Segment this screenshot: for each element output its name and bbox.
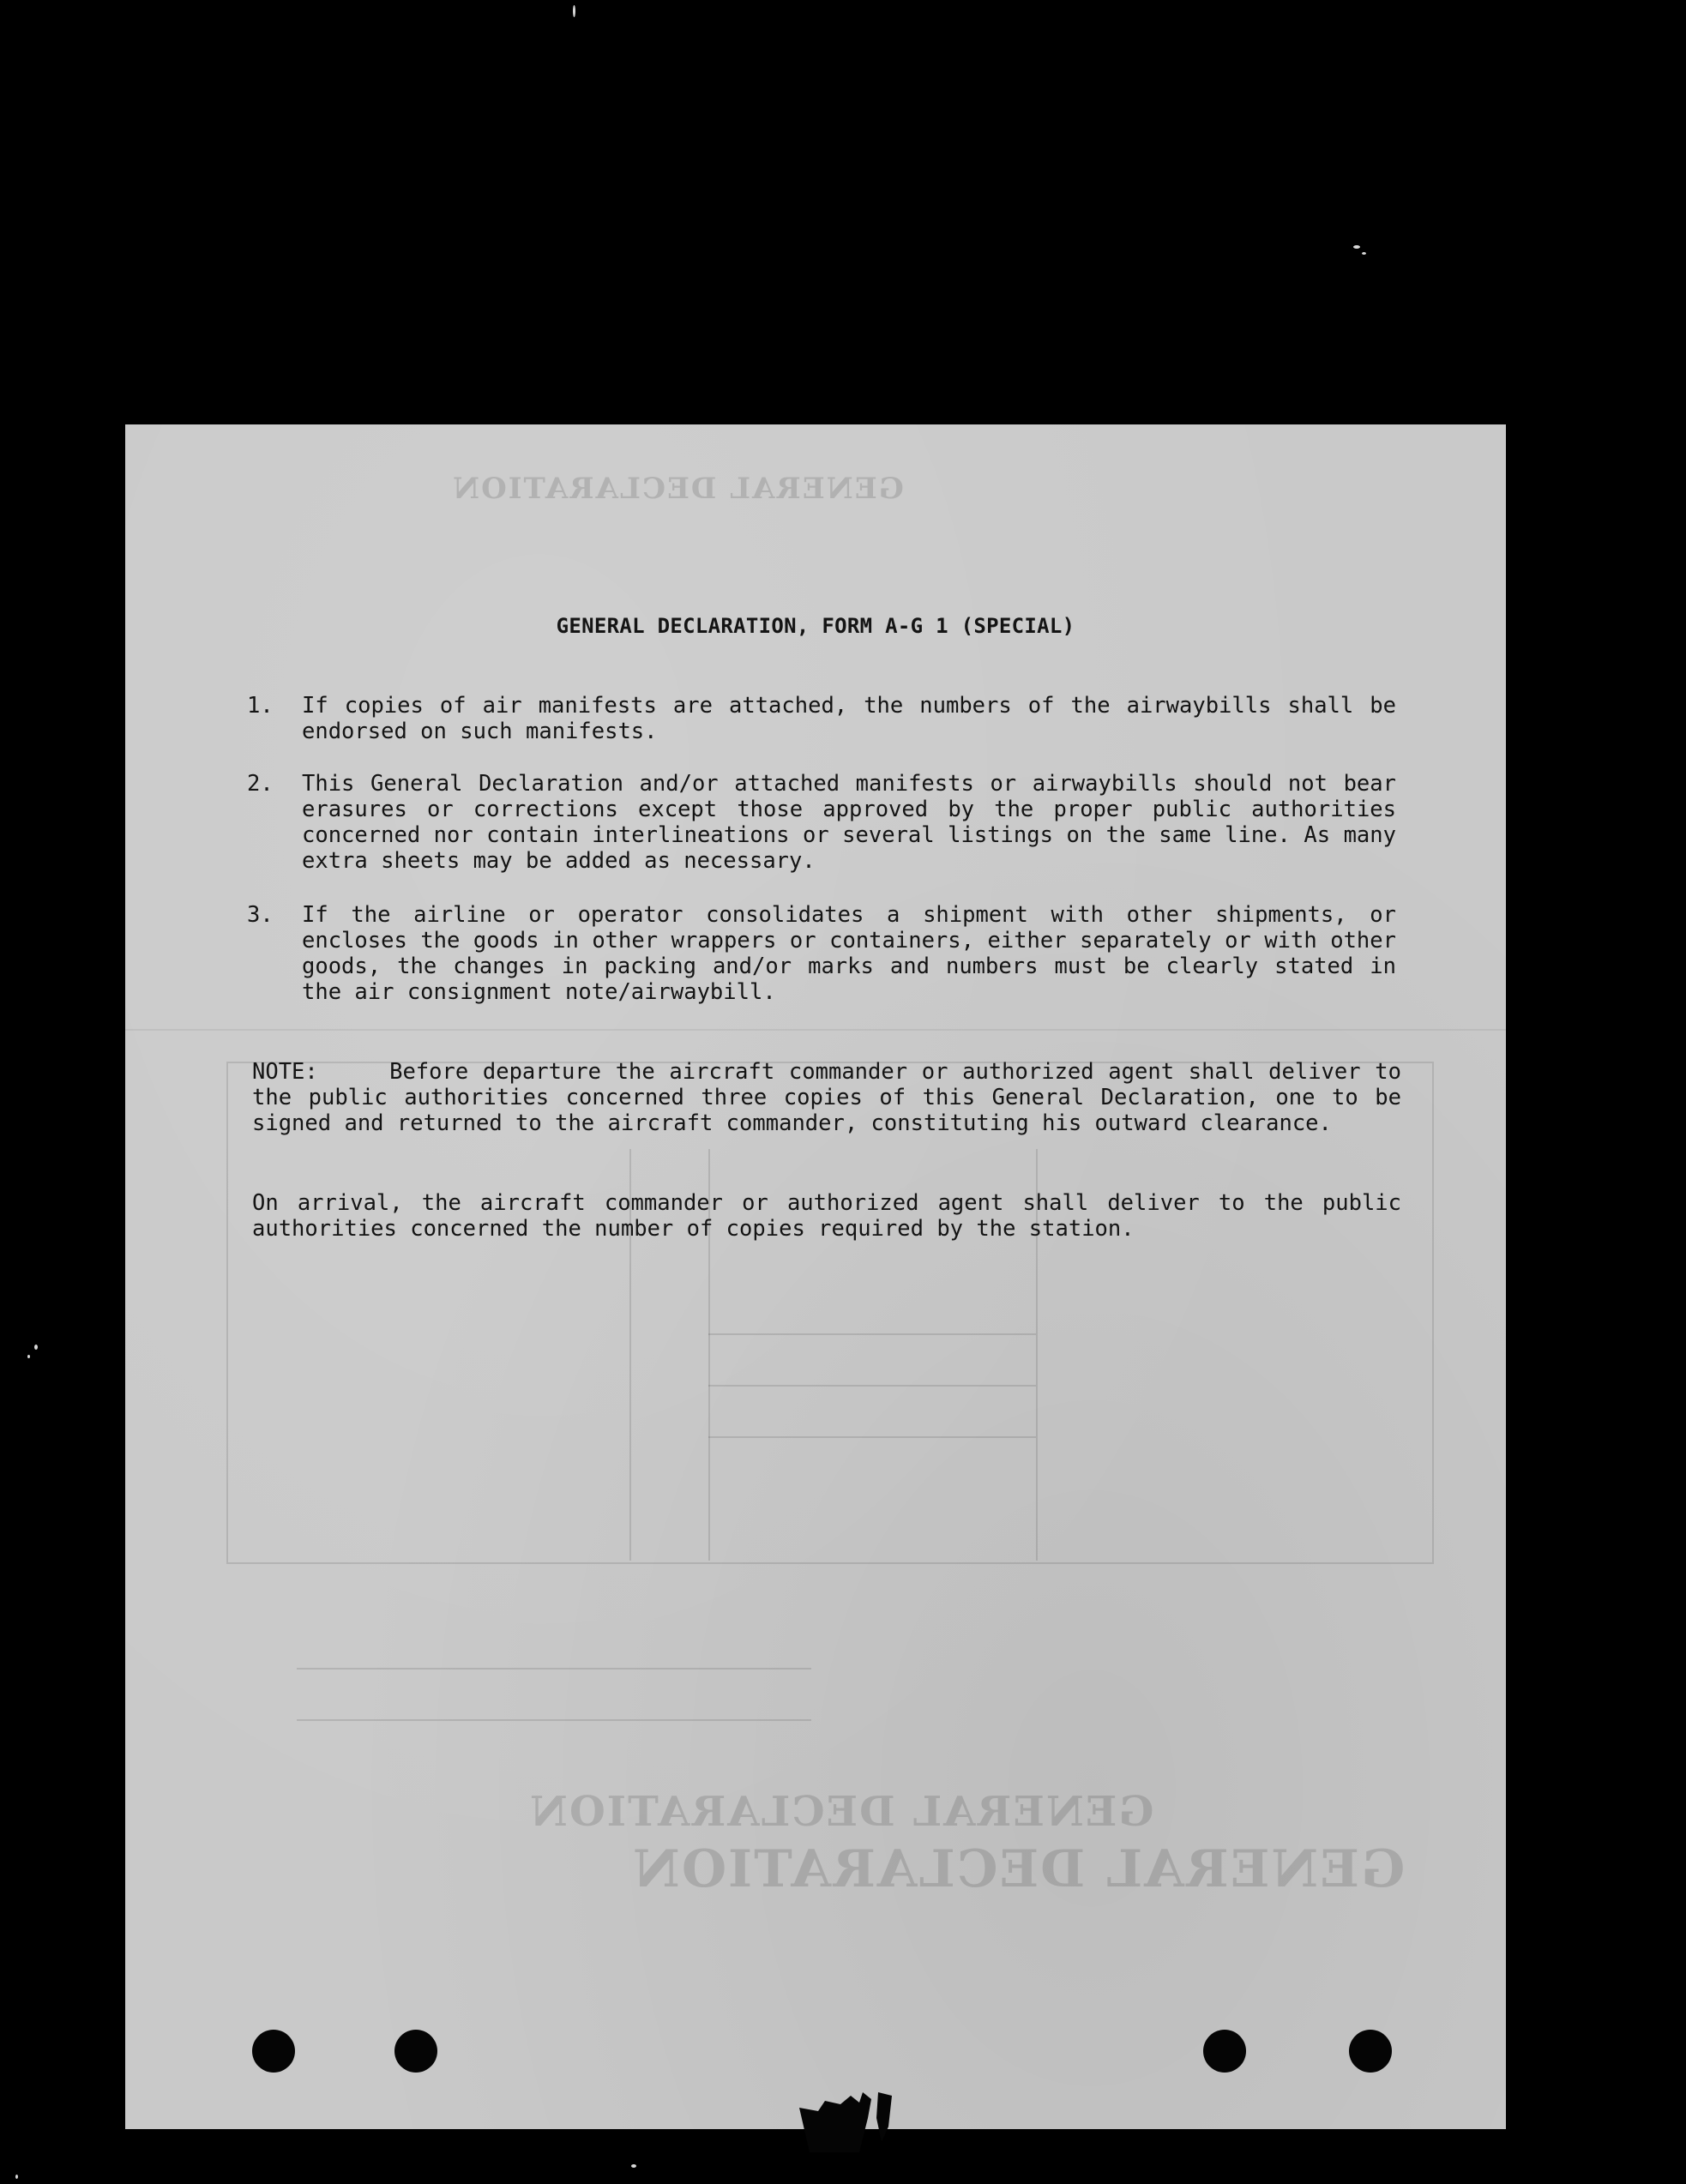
show-through-text: GENERAL DECLARATION (451, 472, 904, 506)
punch-hole (394, 2030, 437, 2073)
item-number: 3. (247, 902, 274, 928)
dust-speck (1353, 245, 1360, 249)
torn-tab-mark (799, 2092, 902, 2152)
punch-hole (1349, 2030, 1392, 2073)
item-text: If the airline or operator consolidates a shipment with other shipments, or encloses the goods in other wrappers or containers, either separately or with other goods, the changes in packing and/or marks and numbers must be clearly stated in the air consignment note/airwaybill. (302, 902, 1396, 1005)
arrival-note: On arrival, the aircraft commander or authorized agent shall deliver to the public authorities concerned the number of copies required by the station. (252, 1190, 1401, 1242)
show-through-text: GENERAL DECLARATION (631, 1839, 1406, 1899)
item-text: If copies of air manifests are attached, the numbers of the airwaybills shall be endorsed on such manifests. (302, 693, 1396, 744)
item-number: 1. (247, 693, 274, 719)
dust-speck (15, 2175, 18, 2179)
dust-speck (27, 1355, 30, 1358)
departure-note: NOTE: Before departure the aircraft commander or authorized agent shall deliver to the public authorities concerned three copies of this General Declaration, one to be signed and returned to the aircraft commander, constituting his outward clearance. (252, 1059, 1415, 1136)
document-sheet (125, 424, 1506, 2129)
declaration-text (125, 424, 1506, 2129)
page-title: GENERAL DECLARATION, FORM A-G 1 (SPECIAL) (556, 614, 1075, 638)
item-text: This General Declaration and/or attached manifests or airwaybills should not bear erasures or corrections except those approved by the proper public authorities concerned nor contain interlineations or several listings on the same line. As many extra sheets may be added as necessary. (302, 771, 1396, 874)
item-number: 2. (247, 771, 274, 797)
dust-speck (34, 1345, 38, 1350)
dust-speck (631, 2164, 636, 2168)
dust-speck (573, 5, 575, 17)
show-through-text: GENERAL DECLARATION (528, 1788, 1154, 1836)
dust-speck (1362, 252, 1366, 255)
punch-hole (1203, 2030, 1246, 2073)
punch-hole (252, 2030, 295, 2073)
